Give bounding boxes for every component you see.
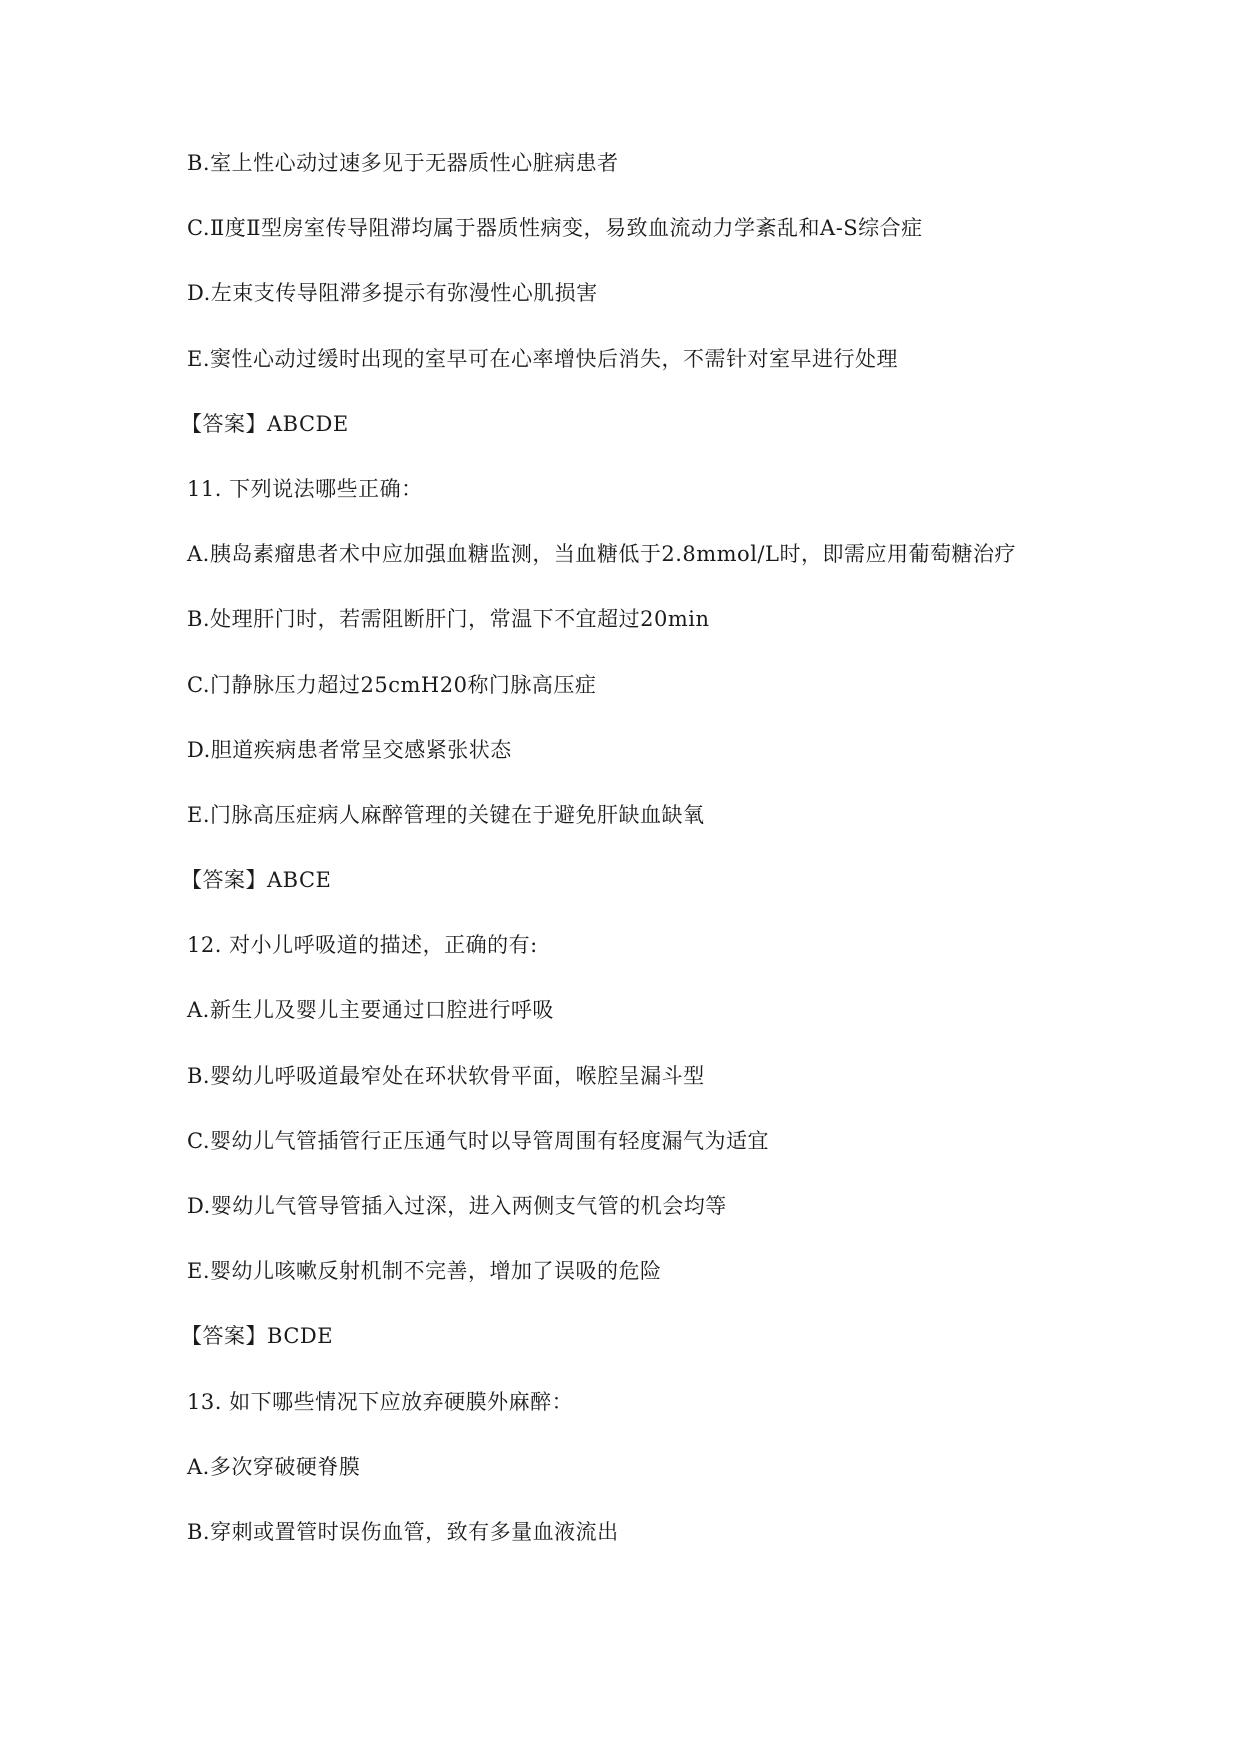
option-line: D.左束支传导阻滞多提示有弥漫性心肌损害: [187, 281, 598, 306]
option-line: D.胆道疾病患者常呈交感紧张状态: [187, 737, 512, 762]
option-line: C.门静脉压力超过25cmH20称门脉高压症: [187, 672, 597, 697]
option-line: C.婴幼儿气管插管行正压通气时以导管周围有轻度漏气为适宜: [187, 1128, 769, 1153]
option-line: A.胰岛素瘤患者术中应加强血糖监测，当血糖低于2.8mmol/L时，即需应用葡萄糖治疗: [187, 542, 1016, 567]
answer-line: 【答案】ABCDE: [181, 411, 349, 436]
option-line: E.门脉高压症病人麻醉管理的关键在于避免肝缺血缺氧: [187, 802, 705, 827]
option-line: B.室上性心动过速多见于无器质性心脏病患者: [187, 151, 619, 175]
document-body: [181, 148, 1147, 1582]
option-line: B.穿刺或置管时误伤血管，致有多量血液流出: [187, 1519, 619, 1544]
option-line: A.多次穿破硬脊膜: [187, 1454, 361, 1479]
answer-line: 【答案】ABCE: [181, 868, 332, 893]
option-line: E.窦性心动过缓时出现的室早可在心率增快后消失，不需针对室早进行处理: [187, 346, 899, 371]
answer-line: 【答案】BCDE: [181, 1324, 334, 1349]
question-line: 11. 下列说法哪些正确：: [187, 476, 423, 501]
option-line: C.Ⅱ度Ⅱ型房室传导阻滞均属于器质性病变，易致血流动力学紊乱和A-S综合症: [187, 216, 923, 241]
option-line: D.婴幼儿气管导管插入过深，进入两侧支气管的机会均等: [187, 1194, 727, 1218]
question-line: 12. 对小儿呼吸道的描述，正确的有:: [187, 933, 538, 958]
option-line: E.婴幼儿咳嗽反射机制不完善，增加了误吸的危险: [187, 1259, 662, 1284]
option-line: B.婴幼儿呼吸道最窄处在环状软骨平面，喉腔呈漏斗型: [187, 1063, 705, 1088]
option-line: A.新生儿及婴儿主要通过口腔进行呼吸: [187, 998, 554, 1023]
option-line: B.处理肝门时，若需阻断肝门，常温下不宜超过20min: [187, 607, 710, 632]
question-line: 13. 如下哪些情况下应放弃硬膜外麻醉：: [187, 1389, 574, 1414]
